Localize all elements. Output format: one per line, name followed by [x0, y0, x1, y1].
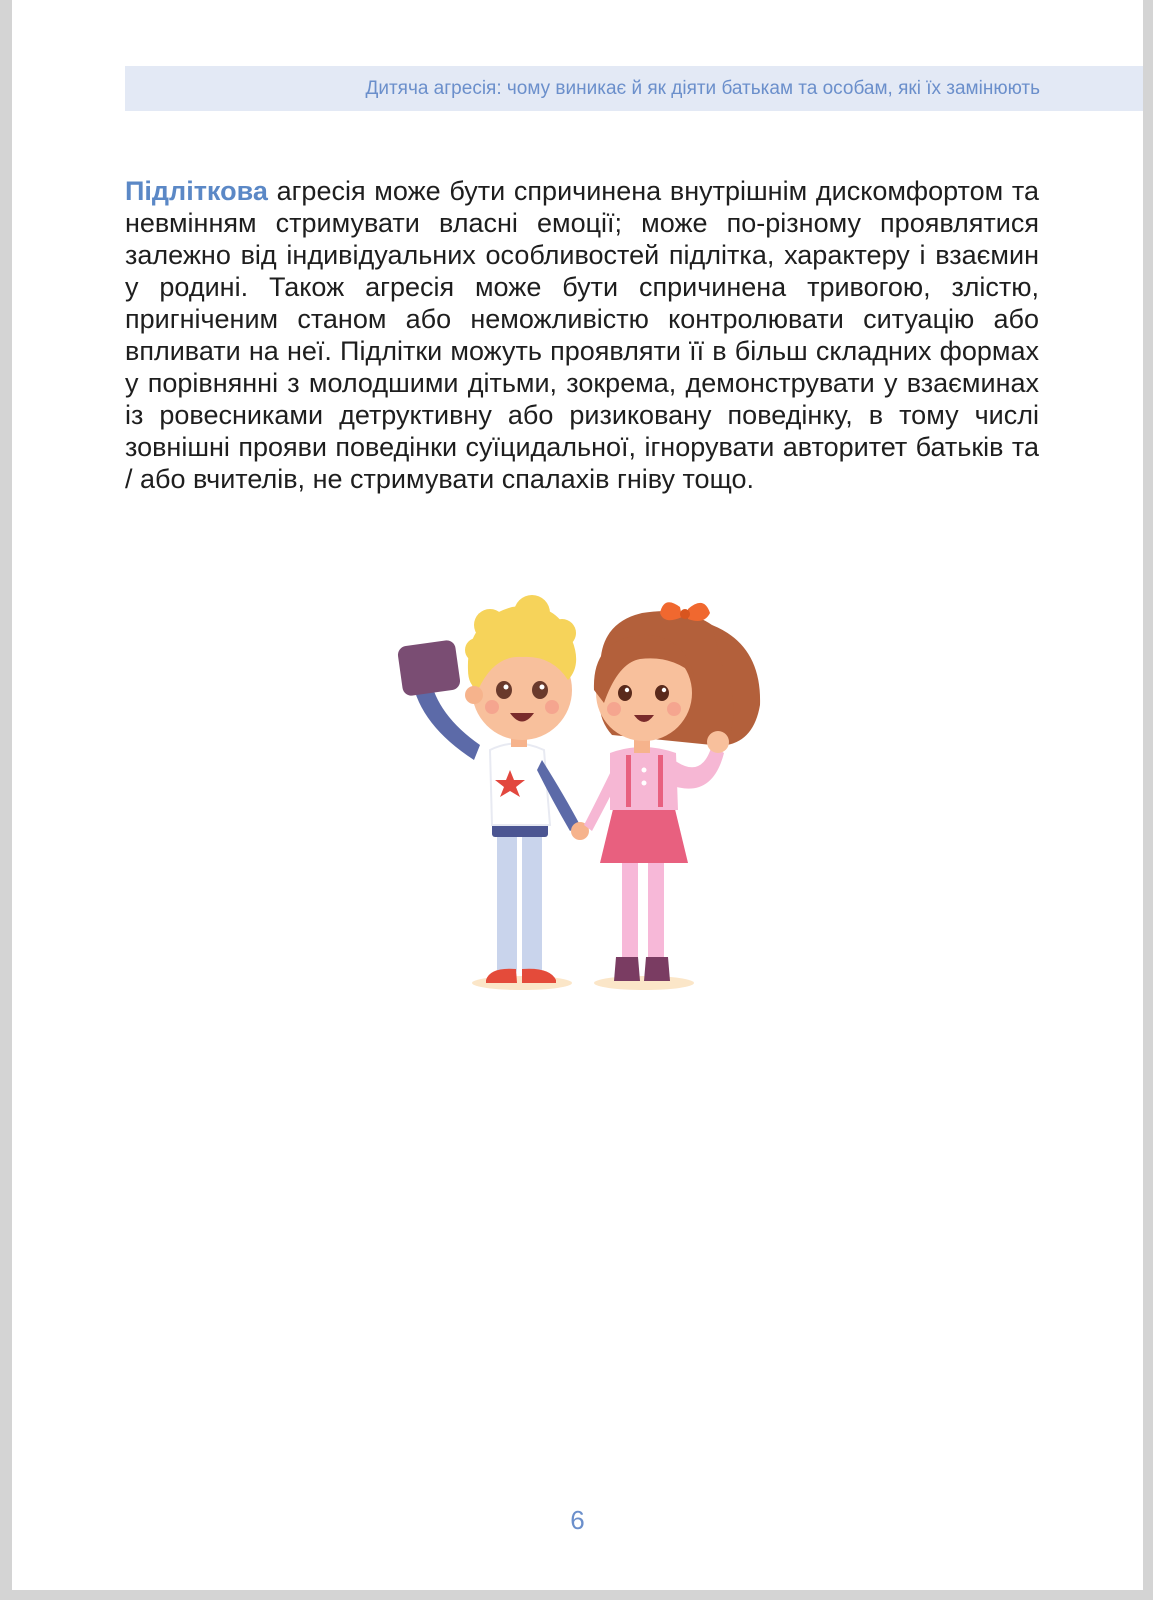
document-page	[12, 0, 1143, 1590]
paragraph-text: агресія може бути спричинена внутрішнім дискомфортом та невмінням стримувати власні емоції; може по-різному проявлятися залежно від індивідуальних особливостей підлітка, характеру і взаємин у родині. Також агресія може бути спричинена тривогою, злістю, пригніченим станом або неможливістю контролювати ситуацію або впливати на неї. Підлітки можуть проявляти її в більш складних формах у порівнянні з молодшими дітьми, зокрема, демонструвати у взаєминах із ровесниками детруктивну або ризиковану поведінку, в тому числі зовнішні прояви поведінки суїцидальної, ігнорувати авторитет батьків та / або вчителів, не стримувати спалахів гніву тощо.	[125, 176, 1039, 494]
two-children-selfie-illustration	[382, 585, 802, 1015]
running-header-title: Дитяча агресія: чому виникає й як діяти батькам та особам, які їх замінюють	[365, 78, 1040, 99]
paragraph-lead-word: Підліткова	[125, 176, 268, 206]
running-header	[125, 66, 1143, 111]
body-paragraph	[125, 175, 1039, 495]
page-number: 6	[570, 1505, 585, 1535]
